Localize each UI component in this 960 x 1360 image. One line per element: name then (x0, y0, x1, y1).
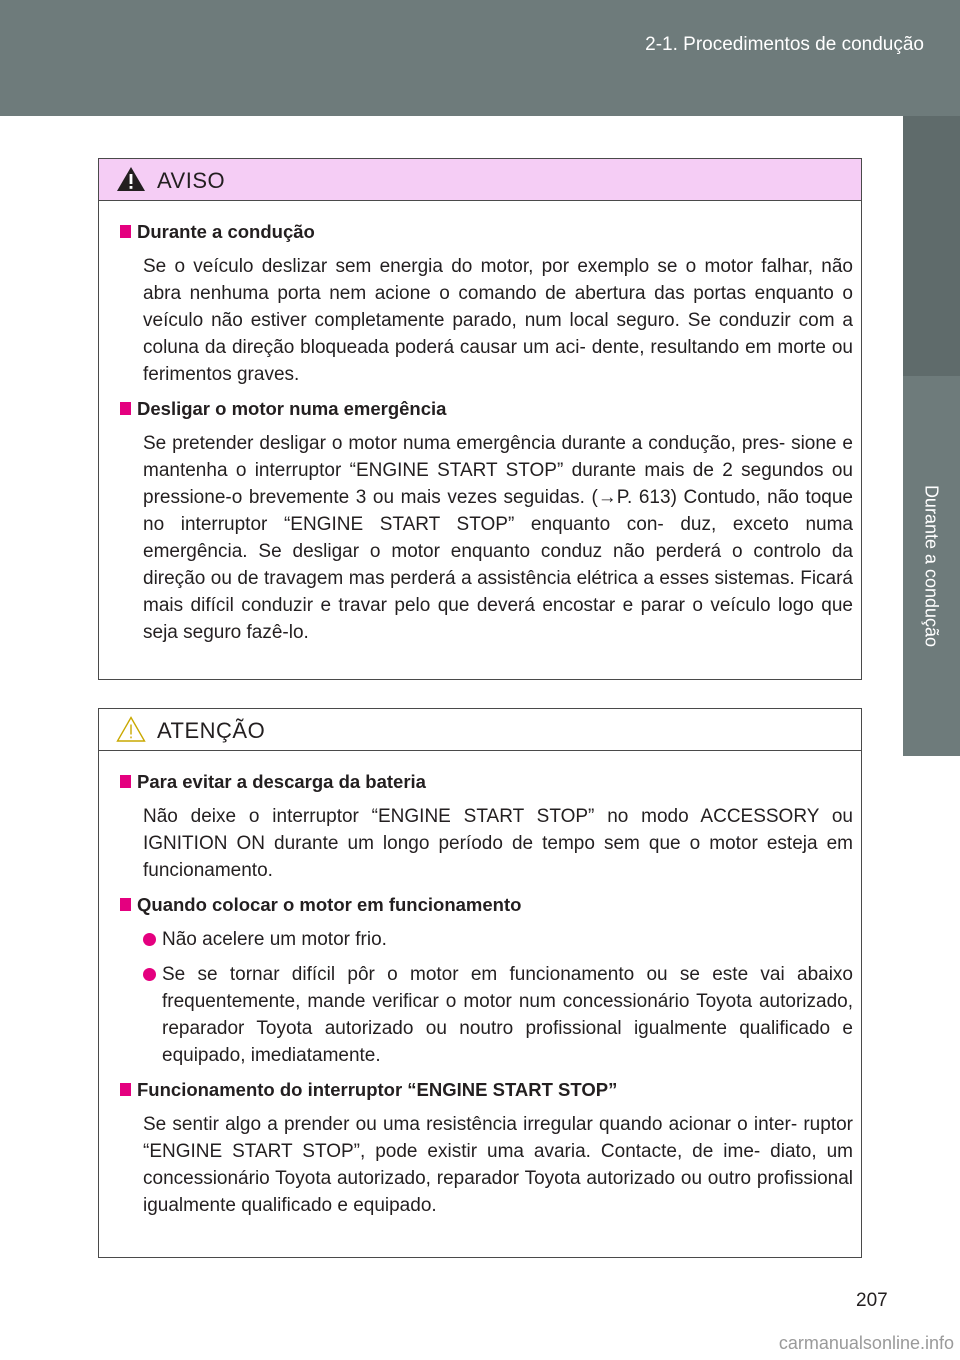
circle-bullet-icon (143, 933, 156, 946)
subhead-text: Durante a condução (137, 221, 315, 242)
warning-paragraph-2: Se pretender desligar o motor numa emergência durante a condução, pres- sione e mantenha o interruptor “ENGINE START STOP” durante mais de 2 segundos ou pressione-o brevemente 3 ou mais vezes seguidas. (→P. 613) Contudo, não toque no interruptor “ENGINE START STOP” enquanto con- duz, exceto numa emergência. Se desligar o motor enquanto conduz não perderá o controlo da direção ou de travagem mas perderá a assistência elétrica a esses sistemas. Ficará mais difícil conduzir e travar pelo que deverá encostar e parar o veículo logo que seja seguro fazê-lo. (143, 433, 853, 643)
warning-title: AVISO (157, 168, 226, 193)
warning-triangle-outline-icon (116, 716, 146, 742)
warning-subhead-2 (120, 396, 853, 422)
bullet-text: Não acelere um motor frio. (162, 929, 387, 950)
square-bullet-icon (120, 775, 131, 788)
caution-subhead-3 (120, 1077, 853, 1103)
caution-body (99, 751, 861, 1251)
subhead-text: Para evitar a descarga da bateria (137, 771, 426, 792)
square-bullet-icon (120, 898, 131, 911)
square-bullet-icon (120, 225, 131, 238)
bullet-text: Se se tornar difícil pôr o motor em funcionamento ou se este vai abaixo frequentemente, mande verificar o motor num concessionário Toyota autorizado, reparador Toyota autorizado ou noutro profissional igualmente qualificado e equipado, imediatamente. (162, 964, 853, 1066)
subhead-text: Desligar o motor numa emergência (137, 398, 447, 419)
caution-bullet-1 (143, 926, 853, 953)
caution-title: ATENÇÃO (157, 718, 266, 743)
side-tab-label: Durante a condução (921, 484, 942, 648)
section-title: 2-1. Procedimentos de condução (645, 34, 924, 55)
warning-subhead-1 (120, 219, 853, 245)
caution-bullet-2 (143, 961, 853, 1069)
caution-paragraph-1: Não deixe o interruptor “ENGINE START STOP” no modo ACCESSORY ou IGNITION ON durante um longo período de tempo sem que o motor esteja em funcionamento. (143, 806, 853, 881)
caution-header (99, 709, 861, 751)
header-bar (0, 0, 960, 116)
warning-box (98, 158, 862, 680)
subhead-text: Funcionamento do interruptor “ENGINE START STOP” (137, 1079, 618, 1100)
warning-body (99, 201, 861, 678)
circle-bullet-icon (143, 968, 156, 981)
caution-subhead-1 (120, 769, 853, 795)
warning-triangle-filled-icon (116, 166, 146, 192)
warning-paragraph-1: Se o veículo deslizar sem energia do motor, por exemplo se o motor falhar, não abra nenhuma porta nem acione o comando de abertura das portas enquanto o veículo não estiver completamente parado, num local seguro. Se conduzir com a coluna da direção bloqueada poderá causar um aci- dente, resultando em morte ou ferimentos graves. (143, 256, 853, 385)
caution-paragraph-3: Se sentir algo a prender ou uma resistência irregular quando acionar o inter- ruptor “ENGINE START STOP”, pode existir uma avaria. Contacte, de ime- diato, um concessionário Toyota autorizado, reparador Toyota autorizado ou outro profissional igualmente qualificado e equipado. (143, 1114, 853, 1216)
watermark[interactable]: carmanualsonline.info (778, 1333, 954, 1353)
square-bullet-icon (120, 402, 131, 415)
subhead-text: Quando colocar o motor em funcionamento (137, 894, 522, 915)
square-bullet-icon (120, 1083, 131, 1096)
caution-box (98, 708, 862, 1258)
caution-subhead-2 (120, 892, 853, 918)
page-number: 207 (856, 1290, 888, 1311)
warning-header (99, 159, 861, 201)
side-tab-number-block (903, 116, 960, 376)
side-tab-label-block (903, 376, 960, 756)
